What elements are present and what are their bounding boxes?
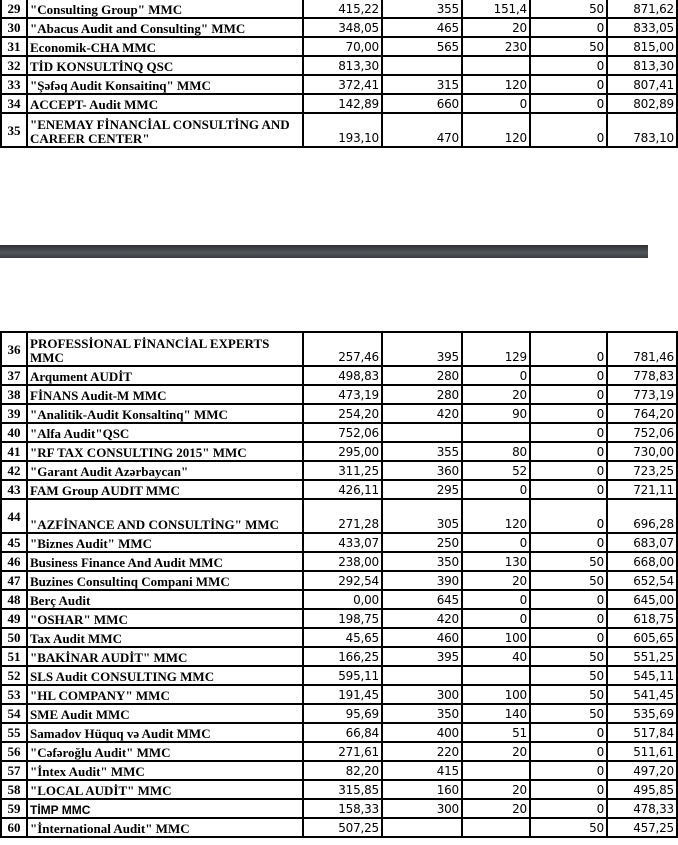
row-number: 43 [1, 480, 27, 499]
value-col-4: 0 [530, 742, 607, 761]
row-number: 30 [1, 18, 27, 37]
value-col-1: 271,28 [303, 499, 382, 533]
table-row [1, 609, 677, 628]
value-col-1: 595,11 [303, 666, 382, 685]
company-name: "Abacus Audit and Consulting" MMC [27, 18, 303, 37]
value-col-1: 66,84 [303, 723, 382, 742]
row-number: 31 [1, 37, 27, 56]
table-row [1, 799, 677, 818]
total-value: 752,06 [607, 423, 677, 442]
company-name: TİD KONSULTİNQ QSC [27, 56, 303, 75]
value-col-2 [382, 818, 462, 837]
value-col-1: 95,69 [303, 704, 382, 723]
value-col-4: 0 [530, 590, 607, 609]
value-col-4: 50 [530, 571, 607, 590]
value-col-3: 0 [462, 366, 530, 385]
company-name: "Alfa Audit"QSC [27, 423, 303, 442]
total-value: 778,83 [607, 366, 677, 385]
total-value: 813,30 [607, 56, 677, 75]
value-col-1: 498,83 [303, 366, 382, 385]
total-value: 815,00 [607, 37, 677, 56]
value-col-3 [462, 818, 530, 837]
table-row [1, 499, 677, 533]
row-number: 32 [1, 56, 27, 75]
value-col-4: 50 [530, 666, 607, 685]
company-name: SLS Audit CONSULTING MMC [27, 666, 303, 685]
table-row [1, 628, 677, 647]
row-number: 53 [1, 685, 27, 704]
company-name: "LOCAL AUDİT" MMC [27, 780, 303, 799]
ranking-table-bottom [0, 331, 678, 838]
value-col-4: 0 [530, 94, 607, 113]
value-col-3: 20 [462, 385, 530, 404]
company-name: "Cəfəroğlu Audit" MMC [27, 742, 303, 761]
value-col-2: 350 [382, 552, 462, 571]
value-col-4: 50 [530, 552, 607, 571]
table-row [1, 552, 677, 571]
value-col-2: 300 [382, 799, 462, 818]
value-col-1: 473,19 [303, 385, 382, 404]
total-value: 833,05 [607, 18, 677, 37]
row-number: 42 [1, 461, 27, 480]
row-number: 40 [1, 423, 27, 442]
total-value: 605,65 [607, 628, 677, 647]
table-row [1, 385, 677, 404]
total-value: 783,10 [607, 113, 677, 147]
value-col-4: 0 [530, 366, 607, 385]
value-col-3: 52 [462, 461, 530, 480]
value-col-2: 400 [382, 723, 462, 742]
value-col-4: 50 [530, 685, 607, 704]
value-col-1: 311,25 [303, 461, 382, 480]
value-col-2: 415 [382, 761, 462, 780]
total-value: 723,25 [607, 461, 677, 480]
value-col-1: 198,75 [303, 609, 382, 628]
total-value: 764,20 [607, 404, 677, 423]
value-col-2: 460 [382, 628, 462, 647]
table-row [1, 442, 677, 461]
value-col-4: 0 [530, 480, 607, 499]
value-col-2 [382, 56, 462, 75]
company-name: "Biznes Audit" MMC [27, 533, 303, 552]
company-name: "AZFİNANCE AND CONSULTİNG" MMC [27, 499, 303, 533]
value-col-1: 295,00 [303, 442, 382, 461]
value-col-2: 395 [382, 647, 462, 666]
row-number: 38 [1, 385, 27, 404]
row-number: 34 [1, 94, 27, 113]
company-name: Arqument AUDİT [27, 366, 303, 385]
value-col-1: 82,20 [303, 761, 382, 780]
table-row [1, 0, 677, 18]
value-col-2: 220 [382, 742, 462, 761]
value-col-4: 0 [530, 533, 607, 552]
value-col-2: 420 [382, 609, 462, 628]
total-value: 773,19 [607, 385, 677, 404]
value-col-2: 390 [382, 571, 462, 590]
company-name: SME Audit MMC [27, 704, 303, 723]
value-col-3: 0 [462, 94, 530, 113]
value-col-2: 395 [382, 332, 462, 366]
table-row [1, 94, 677, 113]
ranking-table-top [0, 0, 678, 148]
row-number: 60 [1, 818, 27, 837]
total-value: 781,46 [607, 332, 677, 366]
value-col-1: 254,20 [303, 404, 382, 423]
value-col-4: 0 [530, 423, 607, 442]
total-value: 457,25 [607, 818, 677, 837]
value-col-1: 372,41 [303, 75, 382, 94]
value-col-4: 0 [530, 609, 607, 628]
value-col-3: 20 [462, 780, 530, 799]
value-col-2: 250 [382, 533, 462, 552]
row-number: 51 [1, 647, 27, 666]
value-col-4: 0 [530, 385, 607, 404]
value-col-4: 0 [530, 799, 607, 818]
value-col-1: 271,61 [303, 742, 382, 761]
value-col-4: 0 [530, 332, 607, 366]
value-col-1: 752,06 [303, 423, 382, 442]
value-col-4: 50 [530, 818, 607, 837]
table-row [1, 742, 677, 761]
company-name: Samadov Hüquq və Audit MMC [27, 723, 303, 742]
row-number: 44 [1, 499, 27, 533]
company-name: "Consulting Group" MMC [27, 0, 303, 18]
value-col-2 [382, 423, 462, 442]
table-row [1, 818, 677, 837]
table-row [1, 366, 677, 385]
company-name: Berç Audit [27, 590, 303, 609]
company-name: "İntex Audit" MMC [27, 761, 303, 780]
company-name: PROFESSİONAL FİNANCİAL EXPERTS MMC [27, 332, 303, 366]
table-row [1, 404, 677, 423]
total-value: 807,41 [607, 75, 677, 94]
row-number: 33 [1, 75, 27, 94]
value-col-4: 0 [530, 442, 607, 461]
table-row [1, 590, 677, 609]
value-col-3 [462, 761, 530, 780]
total-value: 668,00 [607, 552, 677, 571]
value-col-3: 120 [462, 499, 530, 533]
company-name: "Şəfəq Audit Konsaitinq" MMC [27, 75, 303, 94]
row-number: 58 [1, 780, 27, 799]
row-number: 59 [1, 799, 27, 818]
company-name: "HL COMPANY" MMC [27, 685, 303, 704]
document-page-bottom [0, 331, 674, 838]
value-col-1: 0,00 [303, 590, 382, 609]
total-value: 545,11 [607, 666, 677, 685]
value-col-1: 166,25 [303, 647, 382, 666]
table-row [1, 423, 677, 442]
table-row [1, 113, 677, 147]
value-col-1: 142,89 [303, 94, 382, 113]
value-col-2: 420 [382, 404, 462, 423]
value-col-2: 295 [382, 480, 462, 499]
company-name: "Analitik-Audit Konsaltinq" MMC [27, 404, 303, 423]
document-page-top [0, 0, 674, 148]
value-col-2: 660 [382, 94, 462, 113]
value-col-3: 230 [462, 37, 530, 56]
value-col-4: 0 [530, 75, 607, 94]
total-value: 696,28 [607, 499, 677, 533]
company-name: "OSHAR" MMC [27, 609, 303, 628]
value-col-2: 645 [382, 590, 462, 609]
value-col-3: 120 [462, 113, 530, 147]
value-col-3: 0 [462, 480, 530, 499]
total-value: 497,20 [607, 761, 677, 780]
value-col-2: 470 [382, 113, 462, 147]
value-col-4: 0 [530, 404, 607, 423]
value-col-3: 40 [462, 647, 530, 666]
value-col-1: 813,30 [303, 56, 382, 75]
company-name: Tax Audit MMC [27, 628, 303, 647]
company-name: Business Finance And Audit MMC [27, 552, 303, 571]
table-row [1, 685, 677, 704]
row-number: 54 [1, 704, 27, 723]
value-col-3 [462, 423, 530, 442]
row-number: 49 [1, 609, 27, 628]
value-col-4: 0 [530, 499, 607, 533]
value-col-3: 100 [462, 685, 530, 704]
table-row [1, 332, 677, 366]
table-row [1, 75, 677, 94]
value-col-4: 50 [530, 647, 607, 666]
company-name: Economik-CHA MMC [27, 37, 303, 56]
value-col-1: 193,10 [303, 113, 382, 147]
value-col-3: 120 [462, 75, 530, 94]
value-col-3: 140 [462, 704, 530, 723]
value-col-3: 0 [462, 590, 530, 609]
value-col-2 [382, 666, 462, 685]
value-col-4: 50 [530, 37, 607, 56]
value-col-2: 350 [382, 704, 462, 723]
value-col-1: 238,00 [303, 552, 382, 571]
row-number: 46 [1, 552, 27, 571]
value-col-1: 315,85 [303, 780, 382, 799]
row-number: 48 [1, 590, 27, 609]
value-col-1: 257,46 [303, 332, 382, 366]
total-value: 535,69 [607, 704, 677, 723]
table-row [1, 723, 677, 742]
value-col-3: 51 [462, 723, 530, 742]
company-name: "İnternational Audit" MMC [27, 818, 303, 837]
table-row [1, 461, 677, 480]
table-row [1, 647, 677, 666]
value-col-3: 129 [462, 332, 530, 366]
table-row [1, 480, 677, 499]
table-row [1, 56, 677, 75]
value-col-4: 50 [530, 704, 607, 723]
row-number: 50 [1, 628, 27, 647]
total-value: 802,89 [607, 94, 677, 113]
value-col-3: 20 [462, 799, 530, 818]
value-col-4: 0 [530, 628, 607, 647]
company-name: ACCEPT- Audit MMC [27, 94, 303, 113]
value-col-1: 507,25 [303, 818, 382, 837]
value-col-1: 45,65 [303, 628, 382, 647]
value-col-3: 100 [462, 628, 530, 647]
value-col-2: 355 [382, 0, 462, 18]
value-col-4: 0 [530, 113, 607, 147]
value-col-3: 20 [462, 742, 530, 761]
value-col-2: 160 [382, 780, 462, 799]
company-name: "RF TAX CONSULTING 2015" MMC [27, 442, 303, 461]
row-number: 57 [1, 761, 27, 780]
value-col-3: 0 [462, 533, 530, 552]
value-col-2: 465 [382, 18, 462, 37]
value-col-3: 20 [462, 18, 530, 37]
table-row [1, 704, 677, 723]
table-row [1, 780, 677, 799]
value-col-4: 0 [530, 56, 607, 75]
row-number: 55 [1, 723, 27, 742]
company-name: "ENEMAY FİNANCİAL CONSULTİNG AND CAREER CENTER" [27, 113, 303, 147]
value-col-4: 50 [530, 0, 607, 18]
row-number: 36 [1, 332, 27, 366]
total-value: 478,33 [607, 799, 677, 818]
total-value: 551,25 [607, 647, 677, 666]
table-row [1, 761, 677, 780]
company-name: "BAKİNAR AUDİT" MMC [27, 647, 303, 666]
value-col-3 [462, 56, 530, 75]
company-name: FAM Group AUDIT MMC [27, 480, 303, 499]
row-number: 45 [1, 533, 27, 552]
total-value: 652,54 [607, 571, 677, 590]
total-value: 511,61 [607, 742, 677, 761]
value-col-3: 130 [462, 552, 530, 571]
value-col-4: 0 [530, 780, 607, 799]
total-value: 517,84 [607, 723, 677, 742]
value-col-2: 360 [382, 461, 462, 480]
value-col-2: 300 [382, 685, 462, 704]
total-value: 730,00 [607, 442, 677, 461]
total-value: 645,00 [607, 590, 677, 609]
value-col-2: 565 [382, 37, 462, 56]
company-name: Buzines Consultinq Compani MMC [27, 571, 303, 590]
total-value: 618,75 [607, 609, 677, 628]
value-col-3: 0 [462, 609, 530, 628]
value-col-1: 158,33 [303, 799, 382, 818]
total-value: 871,62 [607, 0, 677, 18]
row-number: 37 [1, 366, 27, 385]
row-number: 39 [1, 404, 27, 423]
table-row [1, 533, 677, 552]
value-col-1: 348,05 [303, 18, 382, 37]
value-col-3: 151,4 [462, 0, 530, 18]
row-number: 52 [1, 666, 27, 685]
value-col-1: 191,45 [303, 685, 382, 704]
row-number: 41 [1, 442, 27, 461]
value-col-2: 280 [382, 385, 462, 404]
table-row [1, 18, 677, 37]
value-col-1: 70,00 [303, 37, 382, 56]
value-col-2: 280 [382, 366, 462, 385]
value-col-2: 355 [382, 442, 462, 461]
value-col-1: 415,22 [303, 0, 382, 18]
company-name: TİMP MMC [27, 799, 303, 818]
value-col-4: 0 [530, 18, 607, 37]
value-col-1: 433,07 [303, 533, 382, 552]
total-value: 683,07 [607, 533, 677, 552]
row-number: 47 [1, 571, 27, 590]
total-value: 721,11 [607, 480, 677, 499]
value-col-3: 20 [462, 571, 530, 590]
total-value: 495,85 [607, 780, 677, 799]
row-number: 29 [1, 0, 27, 18]
table-row [1, 37, 677, 56]
value-col-4: 0 [530, 461, 607, 480]
total-value: 541,45 [607, 685, 677, 704]
company-name: "Garant Audit Azərbaycan" [27, 461, 303, 480]
table-row [1, 571, 677, 590]
value-col-1: 426,11 [303, 480, 382, 499]
row-number: 56 [1, 742, 27, 761]
value-col-3 [462, 666, 530, 685]
value-col-1: 292,54 [303, 571, 382, 590]
table-row [1, 666, 677, 685]
company-name: FİNANS Audit-M MMC [27, 385, 303, 404]
value-col-2: 305 [382, 499, 462, 533]
value-col-4: 0 [530, 761, 607, 780]
value-col-4: 0 [530, 723, 607, 742]
value-col-3: 90 [462, 404, 530, 423]
value-col-3: 80 [462, 442, 530, 461]
page-break-separator [0, 245, 648, 258]
value-col-2: 315 [382, 75, 462, 94]
row-number: 35 [1, 113, 27, 147]
